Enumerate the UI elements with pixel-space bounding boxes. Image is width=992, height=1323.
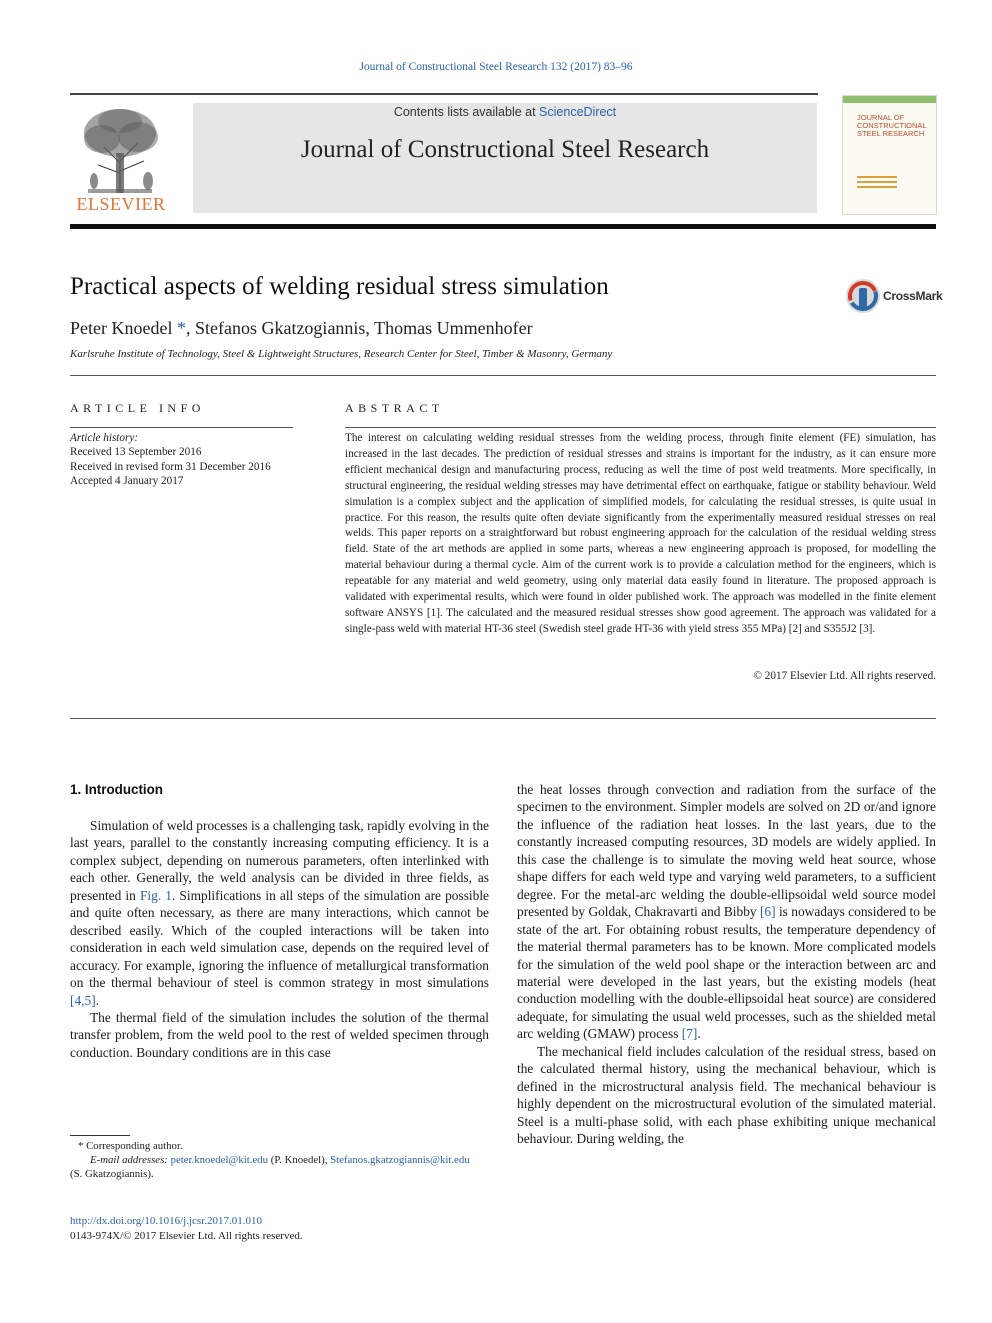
contents-prefix: Contents lists available at	[393, 105, 540, 119]
contents-availability-line	[193, 105, 817, 119]
intro-p1-text-a: Simulation of weld processes is a challenging task, rapidly evolving in the last years, parallel to the constantly increasing computing efficiency. It is a complex subject, depending on numerous parameters, often interlinked with each other. Generally, the weld analysis can be divided in three fields, as presented in	[70, 818, 489, 903]
accepted-date: Accepted 4 January 2017	[70, 475, 184, 488]
intro-paragraph-2: The thermal field of the simulation includes the solution of the thermal transfer problem, from the weld pool to the rest of welded specimen through conduction. Boundary conditions are in this case	[70, 1009, 489, 1060]
intro-paragraph-1	[70, 817, 489, 1009]
footnotes	[70, 1139, 492, 1182]
header-rule-bottom	[70, 224, 936, 229]
doi-link[interactable]: http://dx.doi.org/10.1016/j.jcsr.2017.01.010	[70, 1215, 262, 1227]
journal-cover-thumbnail[interactable]	[842, 95, 937, 215]
body-column-left	[70, 817, 489, 1061]
sciencedirect-link[interactable]: ScienceDirect	[539, 105, 617, 119]
fig1-link[interactable]: Fig. 1	[139, 887, 172, 903]
author-1[interactable]: Peter Knoedel	[70, 318, 173, 338]
issn-copyright: 0143-974X/© 2017 Elsevier Ltd. All rights reserved.	[70, 1229, 303, 1242]
abstract-rule	[345, 427, 936, 428]
email-label: E-mail addresses:	[90, 1154, 171, 1167]
divider-abstract	[70, 718, 936, 719]
email-knoedel-link[interactable]: peter.knoedel@kit.edu	[170, 1154, 269, 1167]
author-list	[70, 318, 533, 339]
abstract-copyright: © 2017 Elsevier Ltd. All rights reserved.	[753, 670, 936, 682]
body-column-right	[517, 781, 936, 1148]
header-rule-top	[70, 93, 818, 95]
email-gkatzogiannis-link[interactable]: Stefanos.gkatzogiannis@kit.edu	[330, 1154, 470, 1167]
introduction-heading: 1. Introduction	[70, 782, 163, 797]
ref-4-5-link[interactable]: [4,5]	[70, 992, 96, 1008]
journal-title[interactable]: Journal of Constructional Steel Research	[300, 136, 710, 163]
article-info-heading: ARTICLE INFO	[70, 401, 205, 415]
cover-decorative-lines	[857, 176, 897, 191]
ref-7-link[interactable]: [7]	[681, 1026, 698, 1042]
elsevier-wordmark: ELSEVIER	[76, 194, 166, 214]
corresponding-author-note: * Corresponding author.	[78, 1140, 183, 1152]
abstract-heading: ABSTRACT	[345, 401, 444, 415]
cover-top-bar	[843, 96, 936, 103]
crossmark-icon[interactable]	[845, 278, 881, 314]
email1-owner: (P. Knoedel),	[268, 1154, 331, 1167]
article-history	[70, 431, 271, 489]
abstract-text: The interest on calculating welding residual stresses from the welding process, through finite element (FE) simulation, has increased in the last decades. The prediction of residual stresses and strains is important for the industry, as it can ensure more efficient mechanical design and manufacturing process, reducing as well the time of post weld treatments. More specifically, in structural engineering, the residual welding stresses may have detrimental effect on earthquake, fatigue or stability behaviour. Weld simulation is a complex subject and the application of simplified models, for calculating the residual stresses, is quite usual in practice. For this reason, the results quite often deviate significantly from the experimentally measured residual stresses on real welds. This paper reports on a straightforward but robust engineering approach for the calculation of the residual welding stress field. State of the art methods are applied in some parts, whereas a new engineering approach is proposed, for modelling the material behaviour during a thermal cycle. Aim of the current work is to provide a calculation method for the engineers, which is repeatable for any material and weld geometry, using only material data easily found in literature. The proposed approach is validated with experimental results, which were found in older published work. The approach was modelled in the finite element software ANSYS [1]. The calculated and the measured residual stresses show good agreement. The approach was validated for a single-pass weld with material HT-36 steel (Swedish steel grade HT-36 with yield stress 355 MPa) [2] and S355J2 [3].	[345, 432, 936, 635]
affiliation: Karlsruhe Institute of Technology, Steel & Lightweight Structures, Research Center for Steel, Timber & Masonry, Germany	[70, 348, 613, 360]
intro-p2-text-a: the heat losses through convection and radiation from the surface of the specimen to the environment. Simpler models are solved on 2D or/and ignore the influence of the radiation heat losses. In the last years, due to the constantly increased computing resources, 3D models are widely applied. In this case the challenge is to simulate the moving weld heat source, whose shape differs for each weld type and varying weld parameters, to a sufficient degree. For the metal-arc welding the double-ellipsoidal weld source model presented by Goldak, Chakravarti and Bibby	[517, 782, 936, 920]
intro-paragraph-2-cont	[517, 781, 936, 1043]
received-date: Received 13 September 2016	[70, 446, 202, 459]
doi-block	[70, 1214, 303, 1243]
corresponding-author-mark[interactable]: *	[172, 318, 186, 338]
revised-date: Received in revised form 31 December 2016	[70, 460, 271, 473]
crossmark-label[interactable]: CrossMark	[883, 289, 943, 303]
other-authors: , Stefanos Gkatzogiannis, Thomas Ummenhofer	[185, 318, 533, 338]
article-title: Practical aspects of welding residual stress simulation	[70, 273, 609, 300]
ref-6-link[interactable]: [6]	[759, 904, 776, 920]
article-history-label: Article history:	[70, 432, 139, 444]
divider-affiliation	[70, 375, 936, 376]
intro-p2-text-c: .	[697, 1026, 701, 1042]
email2-owner: (S. Gkatzogiannis).	[70, 1168, 154, 1181]
intro-p1-text-c: .	[95, 992, 100, 1008]
cover-title: JOURNAL OF CONSTRUCTIONAL STEEL RESEARCH	[857, 113, 927, 138]
intro-paragraph-3: The mechanical field includes calculation of the residual stress, based on the calculated thermal history, using the mechanical behaviour, which is defined in the microstructural analysis field. The mechanical behaviour is highly dependent on the microstructural evolution of the simulated material. Steel is a multi-phase solid, with each phase exhibiting unique mechanical behaviour. During welding, the	[517, 1043, 936, 1147]
journal-reference-link[interactable]: Journal of Constructional Steel Research 132 (2017) 83–96	[359, 61, 633, 73]
email-addresses	[70, 1153, 492, 1167]
intro-p1-text-b: . Simplifications in all steps of the simulation are possible and quite often necessary, as there are many interactions, which cannot be described easily. Which of the coupled interactions will be taken into consideration in each weld simulation case, depends on the required level of accuracy. For example, ignoring the influence of metallurgical transformation on the thermal behaviour of steel is common strategy in most simulations	[70, 887, 489, 991]
intro-p2-text-b: is nowadays considered to be state of the art. For obtaining robust results, the temperature dependency of the material thermal parameters has to be known. More complicated models for the simulation of the weld pool shape or the interaction between arc and material were developed in the last years, but the existing models (heat conduction modelling with the double-ellipsoidal heat source) are considered adequate, for simulating the usual weld processes, such as the shielded metal arc welding (GMAW) process	[517, 904, 936, 1042]
footnote-rule	[70, 1135, 130, 1136]
article-info-rule	[70, 427, 293, 428]
